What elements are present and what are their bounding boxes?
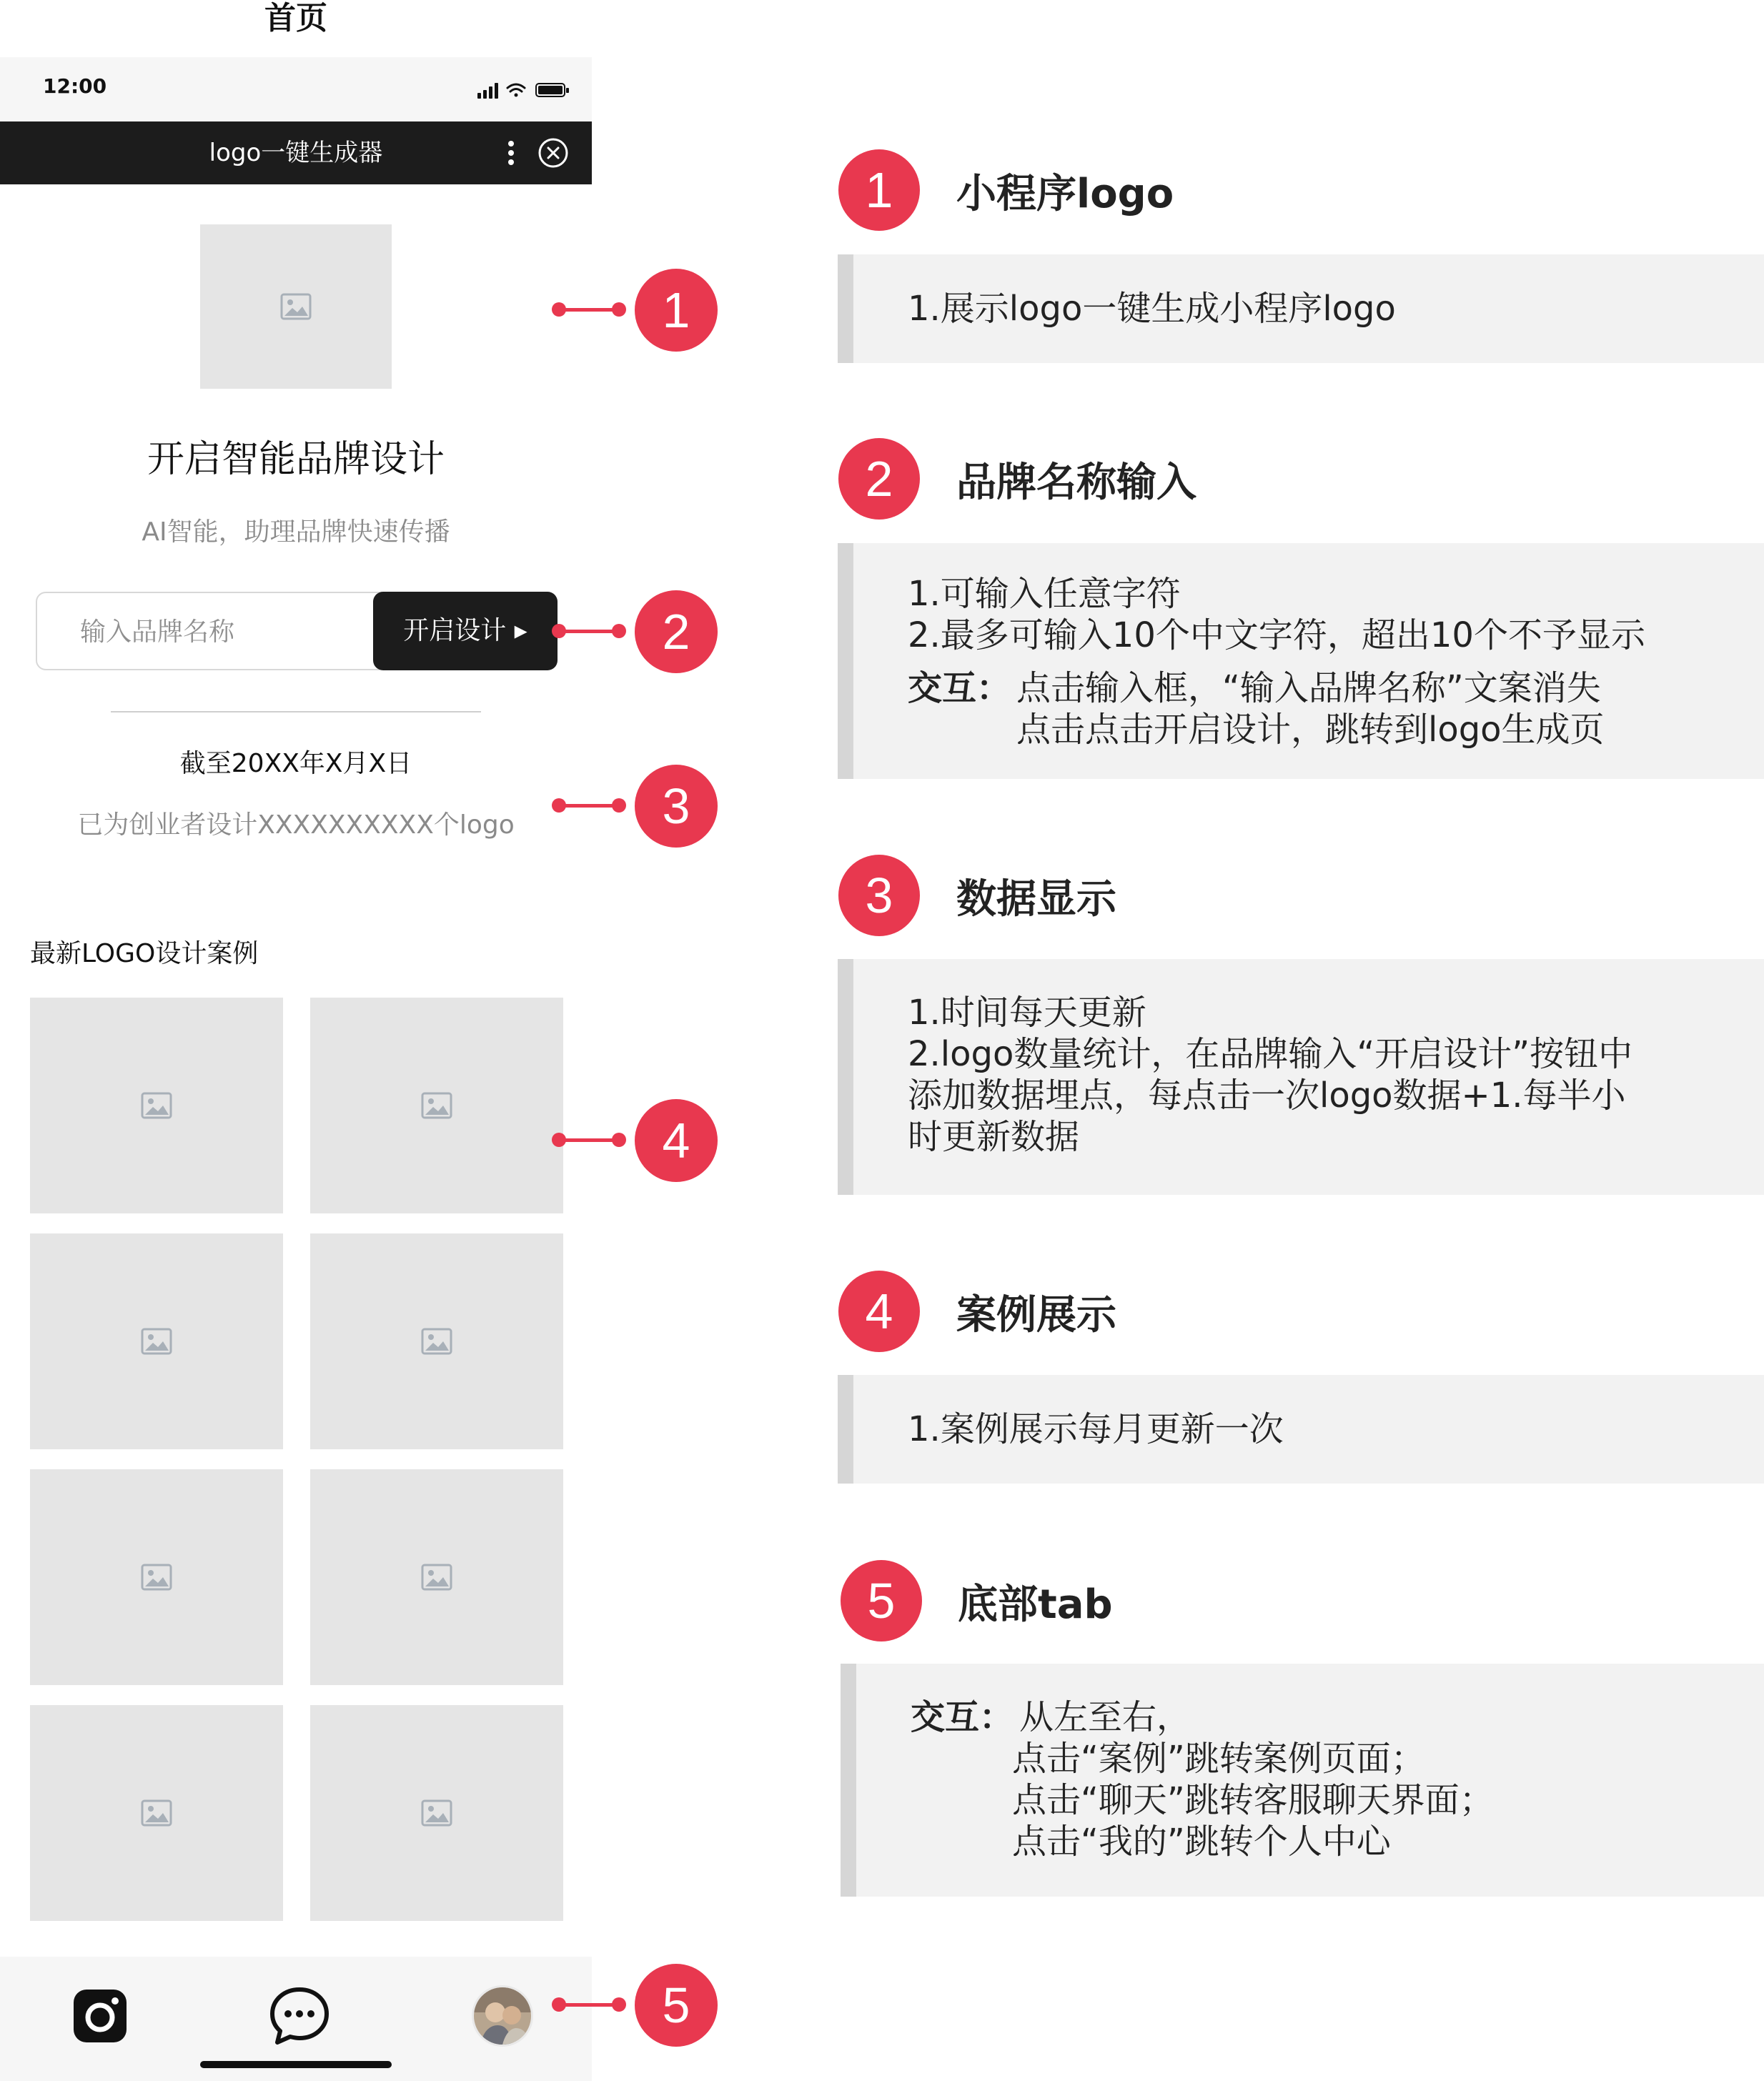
tab-cases-camera-icon[interactable] <box>68 1984 132 2048</box>
annotation-3-title: 数据显示 <box>956 876 1116 923</box>
start-design-button[interactable]: 开启设计 ▸ <box>373 592 558 670</box>
connector-5 <box>552 2000 626 2009</box>
image-placeholder-icon <box>280 293 312 320</box>
image-placeholder-icon <box>421 1564 452 1591</box>
status-time: 12:00 <box>43 74 107 98</box>
nav-title: logo一键生成器 <box>209 139 383 167</box>
nav-bar <box>0 121 592 184</box>
marker-5: 5 <box>635 1964 718 2047</box>
hero-subtitle: AI智能，助理品牌快速传播 <box>142 517 450 547</box>
annotation-4-title: 案例展示 <box>956 1292 1116 1339</box>
more-icon[interactable] <box>500 139 522 167</box>
app-logo-placeholder <box>200 224 392 389</box>
annotation-3-line: 2.logo数量统计，在品牌输入“开启设计”按钮中 <box>908 1034 1633 1074</box>
tab-profile-avatar[interactable] <box>470 1984 535 2048</box>
annotation-3-line: 时更新数据 <box>908 1117 1080 1157</box>
annotation-5-interaction-line: 点击“案例”跳转案例页面； <box>1012 1739 1425 1779</box>
annotation-5-number: 5 <box>841 1560 922 1642</box>
annotation-3-line: 添加数据埋点，每点击一次logo数据+1.每半小 <box>908 1076 1626 1116</box>
annotation-3-number: 3 <box>838 855 920 936</box>
stats-count: 已为创业者设计XXXXXXXXXX个logo <box>77 810 515 840</box>
annotation-5-interaction-label: 交互： <box>911 1697 1014 1737</box>
annotation-3-box <box>838 959 1764 1195</box>
image-placeholder-icon <box>421 1799 452 1827</box>
stats-date: 截至20XX年X月X日 <box>179 749 412 778</box>
annotation-3-line: 1.时间每天更新 <box>908 993 1146 1033</box>
tab-chat-bubble-icon[interactable] <box>267 1984 332 2048</box>
case-tile[interactable] <box>310 1469 563 1685</box>
connector-4 <box>552 1136 626 1144</box>
phone-mockup <box>0 57 592 2081</box>
marker-2: 2 <box>635 590 718 673</box>
annotation-5-box <box>841 1664 1764 1897</box>
image-placeholder-icon <box>141 1328 172 1355</box>
annotation-5-interaction-line: 点击“聊天”跳转客服聊天界面； <box>1012 1780 1494 1820</box>
hero-title: 开启智能品牌设计 <box>147 438 445 481</box>
case-tile[interactable] <box>30 1469 283 1685</box>
annotation-1-title: 小程序logo <box>956 171 1174 217</box>
image-placeholder-icon <box>141 1564 172 1591</box>
annotation-2-number: 2 <box>838 438 920 520</box>
case-tile[interactable] <box>30 1705 283 1921</box>
annotation-4-line: 1.案例展示每月更新一次 <box>908 1409 1284 1449</box>
home-indicator <box>200 2061 392 2068</box>
image-placeholder-icon <box>141 1092 172 1119</box>
annotation-1-number: 1 <box>838 149 920 231</box>
image-placeholder-icon <box>141 1799 172 1827</box>
close-icon[interactable] <box>537 137 569 169</box>
annotation-1-line: 1.展示logo一键生成小程序logo <box>908 289 1396 329</box>
annotation-5-title: 底部tab <box>958 1581 1113 1628</box>
annotation-1-box <box>838 254 1764 363</box>
divider <box>111 711 481 712</box>
wifi-icon <box>507 84 525 97</box>
marker-3: 3 <box>635 765 718 848</box>
case-tile[interactable] <box>30 1233 283 1449</box>
page-title: 首页 <box>264 0 327 36</box>
signal-icon <box>477 83 498 99</box>
brand-name-input[interactable] <box>79 593 367 670</box>
annotation-2-line: 1.可输入任意字符 <box>908 574 1181 614</box>
annotation-2-interaction-label: 交互： <box>908 668 1011 708</box>
annotation-2-interaction-line: 点击输入框，“输入品牌名称”文案消失 <box>1016 668 1601 708</box>
status-bar <box>0 57 592 121</box>
annotation-4-number: 4 <box>838 1271 920 1352</box>
connector-3 <box>552 801 626 810</box>
image-placeholder-icon <box>421 1328 452 1355</box>
annotation-5-interaction-line: 点击“我的”跳转个人中心 <box>1012 1822 1391 1862</box>
case-tile[interactable] <box>310 998 563 1213</box>
marker-4: 4 <box>635 1099 718 1182</box>
case-tile[interactable] <box>310 1233 563 1449</box>
annotation-2-interaction-line: 点击点击开启设计，跳转到logo生成页 <box>1016 710 1605 750</box>
annotation-5-interaction-line: 从左至右， <box>1019 1697 1191 1737</box>
marker-1: 1 <box>635 269 718 352</box>
connector-2 <box>552 627 626 635</box>
status-icons <box>477 81 570 99</box>
case-tile[interactable] <box>30 998 283 1213</box>
connector-1 <box>552 305 626 314</box>
annotation-2-box <box>838 543 1764 779</box>
annotation-2-line: 2.最多可输入10个中文字符，超出10个不予显示 <box>908 615 1645 655</box>
image-placeholder-icon <box>421 1092 452 1119</box>
annotation-4-box <box>838 1375 1764 1484</box>
cases-title: 最新LOGO设计案例 <box>30 939 259 968</box>
case-tile[interactable] <box>310 1705 563 1921</box>
annotation-2-title: 品牌名称输入 <box>956 460 1196 506</box>
battery-icon <box>536 84 569 96</box>
